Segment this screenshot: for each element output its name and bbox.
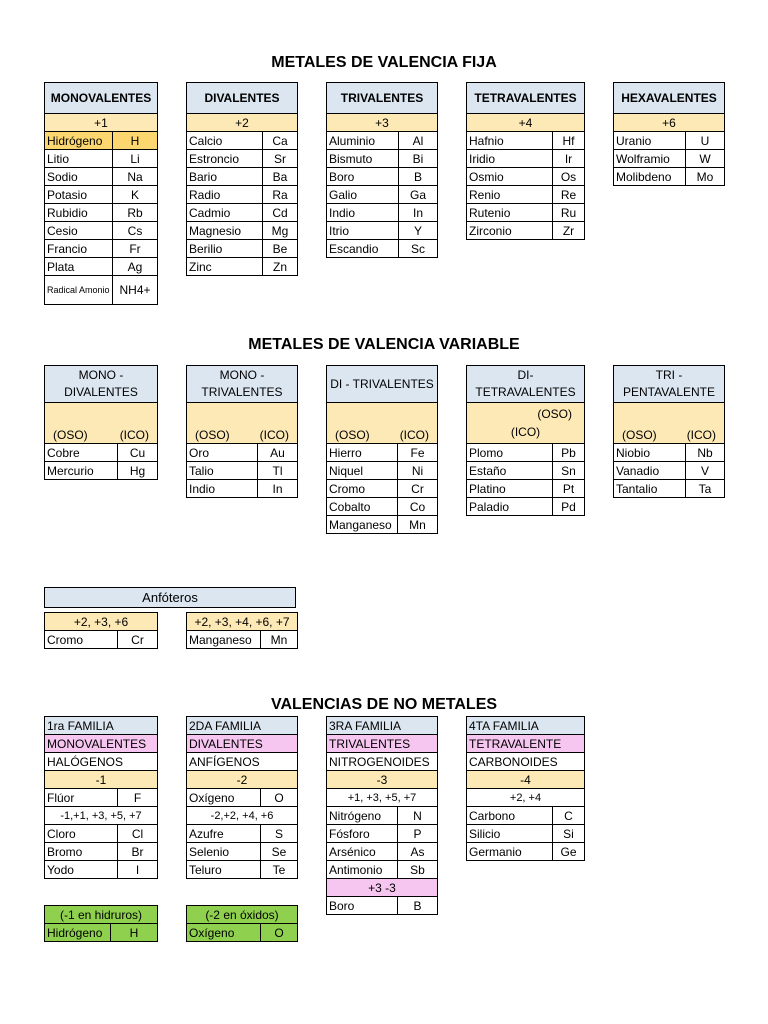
table-row [45, 789, 158, 807]
element-name: Uranio [614, 132, 686, 150]
table-row [614, 150, 725, 168]
table-row [614, 444, 725, 462]
oso-ico-row [614, 403, 725, 444]
family-label: 2DA FAMILIA [187, 717, 298, 735]
element-name: Rutenio [467, 204, 553, 222]
element-symbol: H [111, 924, 158, 942]
ico-label: (ICO) [399, 428, 430, 442]
element-name: Rubidio [45, 204, 113, 222]
table-row [45, 843, 158, 861]
table-row [327, 186, 438, 204]
table-row [327, 807, 438, 825]
element-symbol: Ge [553, 843, 585, 861]
element-name: Flúor [45, 789, 118, 807]
table-row [45, 631, 158, 649]
element-name: Magnesio [187, 222, 263, 240]
element-name: Zinc [187, 258, 263, 276]
element-name: Niquel [327, 462, 398, 480]
element-symbol: Cl [118, 825, 158, 843]
family-type: TRIVALENTES [327, 735, 438, 753]
table-row [327, 498, 438, 516]
table-row [187, 222, 298, 240]
valence: +3 [327, 114, 438, 132]
table-familia-2-oxigeno [186, 905, 298, 942]
element-name: Aluminio [327, 132, 399, 150]
element-symbol: P [398, 825, 438, 843]
table-row [45, 168, 158, 186]
table-row [45, 240, 158, 258]
oso-label: (OSO) [335, 428, 370, 442]
table-familia-1 [44, 716, 158, 879]
element-name: Arsénico [327, 843, 398, 861]
table-row [467, 498, 585, 516]
table-row [187, 789, 298, 807]
table-row [187, 240, 298, 258]
element-name: Fósforo [327, 825, 398, 843]
element-name: Cromo [327, 480, 398, 498]
oso-label: (OSO) [195, 428, 230, 442]
element-symbol: Cr [398, 480, 438, 498]
header: MONO - DIVALENTES [45, 366, 158, 403]
element-symbol: W [686, 150, 725, 168]
element-name: Molibdeno [614, 168, 686, 186]
element-name: Cadmio [187, 204, 263, 222]
element-name: Estaño [467, 462, 553, 480]
element-name: Manganeso [187, 631, 261, 649]
element-symbol: In [258, 480, 298, 498]
element-name: Calcio [187, 132, 263, 150]
table-row [467, 462, 585, 480]
table-anfoteros-cromo [44, 612, 158, 649]
family-label: 1ra FAMILIA [45, 717, 158, 735]
element-symbol: Na [113, 168, 158, 186]
table-row [187, 825, 298, 843]
element-name: Oxígeno [187, 789, 261, 807]
element-symbol: Mg [263, 222, 298, 240]
element-name: Vanadio [614, 462, 686, 480]
element-name: Oxígeno [187, 924, 261, 942]
element-name: Niobio [614, 444, 686, 462]
family-label: 4TA FAMILIA [467, 717, 585, 735]
table-row [467, 480, 585, 498]
element-symbol: Ru [553, 204, 585, 222]
family-group: NITROGENOIDES [327, 753, 438, 771]
extra-valences: -2,+2, +4, +6 [187, 807, 298, 825]
element-symbol: Te [261, 861, 298, 879]
element-symbol: F [118, 789, 158, 807]
table-row [327, 462, 438, 480]
table-trivalentes [326, 82, 438, 258]
family-type: TETRAVALENTE [467, 735, 585, 753]
element-symbol: Be [263, 240, 298, 258]
table-row [327, 444, 438, 462]
element-symbol: Mo [686, 168, 725, 186]
element-name: Francio [45, 240, 113, 258]
element-symbol: B [399, 168, 438, 186]
element-symbol: Pt [553, 480, 585, 498]
element-symbol: Cu [118, 444, 158, 462]
element-symbol: I [118, 861, 158, 879]
oso-ico-row [327, 403, 438, 444]
valence: +6 [614, 114, 725, 132]
element-symbol: Ni [398, 462, 438, 480]
header: TRIVALENTES [327, 83, 438, 114]
ico-label: (ICO) [686, 428, 717, 442]
valence: +1 [45, 114, 158, 132]
element-symbol: Ir [553, 150, 585, 168]
element-name: Indio [327, 204, 399, 222]
family-group: HALÓGENOS [45, 753, 158, 771]
element-name: Cromo [45, 631, 118, 649]
element-name: Hafnio [467, 132, 553, 150]
element-name: Germanio [467, 843, 553, 861]
element-name: Oro [187, 444, 258, 462]
element-symbol: Mn [261, 631, 298, 649]
element-symbol: Si [553, 825, 585, 843]
oso-ico-row [45, 403, 158, 444]
table-anfoteros-manganeso [186, 612, 298, 649]
element-name: Escandio [327, 240, 399, 258]
element-symbol: Ag [113, 258, 158, 276]
table-row [327, 897, 438, 915]
element-name: Estroncio [187, 150, 263, 168]
element-symbol: Ra [263, 186, 298, 204]
element-symbol: H [113, 132, 158, 150]
table-row [187, 168, 298, 186]
table-row [467, 204, 585, 222]
table-row [45, 132, 158, 150]
table-row [187, 204, 298, 222]
table-row [327, 516, 438, 534]
oso-label: (OSO) [53, 428, 88, 442]
element-name: Galio [327, 186, 399, 204]
table-row [45, 825, 158, 843]
element-symbol: Re [553, 186, 585, 204]
table-row [187, 843, 298, 861]
title-valencia-variable: METALES DE VALENCIA VARIABLE [248, 336, 520, 353]
element-name: Zirconio [467, 222, 553, 240]
element-name: Boro [327, 168, 399, 186]
element-symbol: Fe [398, 444, 438, 462]
element-name: Paladio [467, 498, 553, 516]
element-name: Bismuto [327, 150, 399, 168]
element-symbol: Tl [258, 462, 298, 480]
element-symbol: B [398, 897, 438, 915]
element-name: Boro [327, 897, 398, 915]
element-symbol: Zn [263, 258, 298, 276]
element-name: Renio [467, 186, 553, 204]
table-row [467, 150, 585, 168]
element-symbol: In [399, 204, 438, 222]
element-symbol: Mn [398, 516, 438, 534]
element-name: Azufre [187, 825, 261, 843]
element-name: Berilio [187, 240, 263, 258]
table-row [45, 924, 158, 942]
header: DIVALENTES [187, 83, 298, 114]
element-name: Itrio [327, 222, 399, 240]
table-row [327, 240, 438, 258]
table-row [327, 132, 438, 150]
element-symbol: K [113, 186, 158, 204]
valence: +2, +3, +4, +6, +7 [187, 613, 298, 631]
table-row [467, 186, 585, 204]
valence: +2 [187, 114, 298, 132]
element-name: Platino [467, 480, 553, 498]
element-symbol: Au [258, 444, 298, 462]
title-no-metales: VALENCIAS DE NO METALES [270, 696, 498, 713]
header: MONOVALENTES [45, 83, 158, 114]
element-name: Bromo [45, 843, 118, 861]
table-row [45, 861, 158, 879]
element-name: Sodio [45, 168, 113, 186]
element-name: Bario [187, 168, 263, 186]
element-symbol: O [261, 924, 298, 942]
element-symbol: Al [399, 132, 438, 150]
table-row [327, 861, 438, 879]
header: MONO - TRIVALENTES [187, 366, 298, 403]
element-name: Iridio [467, 150, 553, 168]
extra-valences: +1, +3, +5, +7 [327, 789, 438, 807]
element-symbol: Nb [686, 444, 725, 462]
valence: +4 [467, 114, 585, 132]
table-row [327, 168, 438, 186]
element-name: Cobalto [327, 498, 398, 516]
element-name: Carbono [467, 807, 553, 825]
valence: -1 [45, 771, 158, 789]
table-row [45, 150, 158, 168]
element-name: Litio [45, 150, 113, 168]
table-row [187, 258, 298, 276]
ico-label: (ICO) [259, 428, 289, 442]
table-row [327, 480, 438, 498]
ico-label: (ICO) [119, 428, 150, 442]
element-name: Radical Amonio [45, 276, 113, 305]
table-row [45, 276, 158, 305]
element-name: Yodo [45, 861, 118, 879]
element-symbol: V [686, 462, 725, 480]
table-row [327, 150, 438, 168]
element-symbol: Sn [553, 462, 585, 480]
table-di-trivalentes [326, 365, 438, 534]
element-name: Cobre [45, 444, 118, 462]
table-row [327, 204, 438, 222]
table-row [327, 222, 438, 240]
header: DI- TETRAVALENTES [467, 366, 585, 403]
element-symbol: Cs [113, 222, 158, 240]
element-symbol: Cr [118, 631, 158, 649]
table-row [187, 924, 298, 942]
header: TRI - PENTAVALENTE [614, 366, 725, 403]
note: (-2 en óxidos) [187, 906, 298, 924]
element-symbol: Pb [553, 444, 585, 462]
table-row [187, 462, 298, 480]
ico-label: (ICO) [510, 425, 541, 439]
table-divalentes [186, 82, 298, 276]
element-name: Hidrógeno [45, 132, 113, 150]
header: HEXAVALENTES [614, 83, 725, 114]
table-row [467, 444, 585, 462]
element-name: Nitrógeno [327, 807, 398, 825]
oso-label: (OSO) [622, 428, 657, 442]
element-name: Plata [45, 258, 113, 276]
element-name: Wolframio [614, 150, 686, 168]
element-name: Indio [187, 480, 258, 498]
table-row [467, 222, 585, 240]
element-name: Cloro [45, 825, 118, 843]
table-row [45, 204, 158, 222]
element-symbol: O [261, 789, 298, 807]
table-monovalentes [44, 82, 158, 305]
table-row [614, 480, 725, 498]
table-row [614, 168, 725, 186]
table-row [45, 258, 158, 276]
element-symbol: Bi [399, 150, 438, 168]
table-row [327, 843, 438, 861]
element-symbol: Ca [263, 132, 298, 150]
element-symbol: Hg [118, 462, 158, 480]
table-row [327, 825, 438, 843]
element-symbol: Sc [399, 240, 438, 258]
table-row [467, 825, 585, 843]
table-row [614, 462, 725, 480]
element-name: Mercurio [45, 462, 118, 480]
element-symbol: Ta [686, 480, 725, 498]
element-symbol: NH4+ [113, 276, 158, 305]
table-row [187, 861, 298, 879]
title-valencia-fija: METALES DE VALENCIA FIJA [271, 54, 497, 71]
element-symbol: C [553, 807, 585, 825]
oso-ico-row [467, 403, 585, 444]
table-row [614, 132, 725, 150]
table-row [45, 222, 158, 240]
table-row [187, 631, 298, 649]
table-familia-1-hidrogeno [44, 905, 158, 942]
valence: +2, +3, +6 [45, 613, 158, 631]
element-name: Manganeso [327, 516, 398, 534]
element-symbol: Fr [113, 240, 158, 258]
table-row [45, 462, 158, 480]
table-familia-4 [466, 716, 585, 861]
element-symbol: Li [113, 150, 158, 168]
element-name: Plomo [467, 444, 553, 462]
element-symbol: Os [553, 168, 585, 186]
element-symbol: Sb [398, 861, 438, 879]
note: (-1 en hidruros) [45, 906, 158, 924]
element-symbol: Se [261, 843, 298, 861]
boro-valence: +3 -3 [327, 879, 438, 897]
table-tetravalentes [466, 82, 585, 240]
table-row [467, 132, 585, 150]
header: TETRAVALENTES [467, 83, 585, 114]
oso-ico-row [187, 403, 298, 444]
element-symbol: As [398, 843, 438, 861]
element-name: Antimonio [327, 861, 398, 879]
element-name: Potasio [45, 186, 113, 204]
element-symbol: Y [399, 222, 438, 240]
table-row [187, 444, 298, 462]
element-symbol: Zr [553, 222, 585, 240]
extra-valences: -1,+1, +3, +5, +7 [45, 807, 158, 825]
table-familia-3 [326, 716, 438, 915]
family-group: ANFÍGENOS [187, 753, 298, 771]
header: DI - TRIVALENTES [327, 366, 438, 403]
valence: -2 [187, 771, 298, 789]
table-row [187, 186, 298, 204]
table-familia-2 [186, 716, 298, 879]
family-label: 3RA FAMILIA [327, 717, 438, 735]
valence: -4 [467, 771, 585, 789]
element-symbol: Co [398, 498, 438, 516]
extra-valences: +2, +4 [467, 789, 585, 807]
family-type: MONOVALENTES [45, 735, 158, 753]
element-name: Talio [187, 462, 258, 480]
element-name: Osmio [467, 168, 553, 186]
table-tri-pentavalente [613, 365, 725, 498]
element-name: Cesio [45, 222, 113, 240]
table-mono-divalentes [44, 365, 158, 480]
element-symbol: Ga [399, 186, 438, 204]
element-symbol: Pd [553, 498, 585, 516]
oso-label: (OSO) [537, 407, 573, 421]
element-name: Hidrógeno [45, 924, 111, 942]
table-row [187, 480, 298, 498]
table-row [467, 843, 585, 861]
anfoteros-header: Anfóteros [44, 587, 296, 608]
element-name: Teluro [187, 861, 261, 879]
table-row [187, 150, 298, 168]
element-name: Radio [187, 186, 263, 204]
element-symbol: Cd [263, 204, 298, 222]
element-name: Tantalio [614, 480, 686, 498]
table-row [467, 168, 585, 186]
table-row [45, 444, 158, 462]
table-di-tetravalentes [466, 365, 585, 516]
element-symbol: Sr [263, 150, 298, 168]
element-symbol: S [261, 825, 298, 843]
table-hexavalentes [613, 82, 725, 186]
family-type: DIVALENTES [187, 735, 298, 753]
element-name: Selenio [187, 843, 261, 861]
element-name: Silicio [467, 825, 553, 843]
element-symbol: Hf [553, 132, 585, 150]
element-symbol: Br [118, 843, 158, 861]
table-row [187, 132, 298, 150]
valence: -3 [327, 771, 438, 789]
element-symbol: U [686, 132, 725, 150]
table-mono-trivalentes [186, 365, 298, 498]
element-name: Hierro [327, 444, 398, 462]
family-group: CARBONOIDES [467, 753, 585, 771]
table-row [45, 186, 158, 204]
table-row [467, 807, 585, 825]
element-symbol: N [398, 807, 438, 825]
element-symbol: Rb [113, 204, 158, 222]
element-symbol: Ba [263, 168, 298, 186]
